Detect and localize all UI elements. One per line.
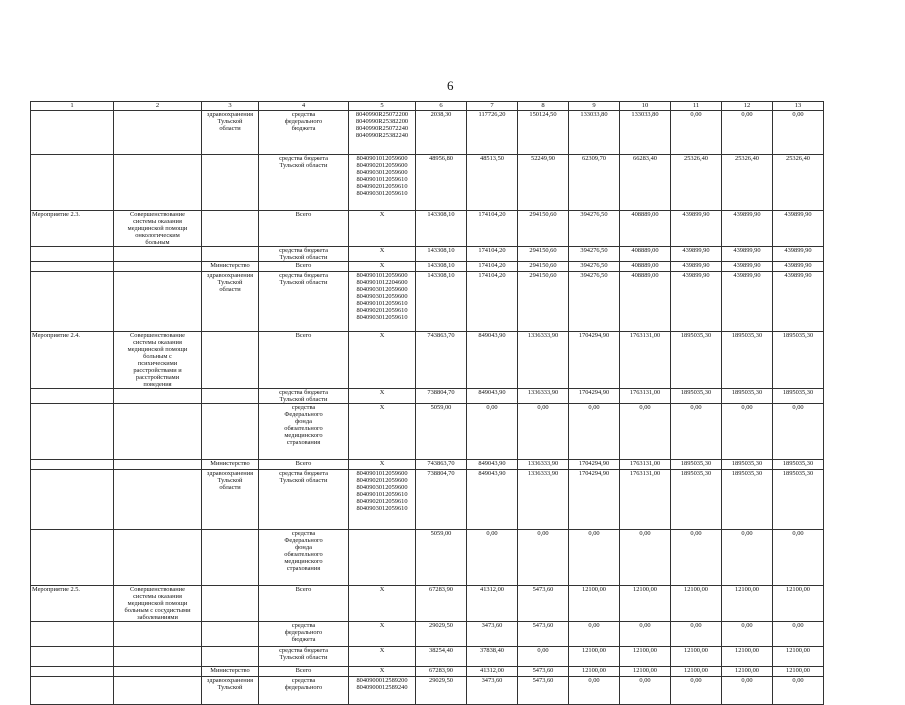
amount-cell: 12100,00	[671, 586, 722, 622]
col-header: 8	[518, 102, 569, 111]
amount-cell: 0,00	[620, 404, 671, 460]
funding-source-cell: средства федерального бюджета	[259, 622, 349, 647]
amount-cell: 439899,90	[773, 262, 824, 272]
amount-cell: 439899,90	[671, 272, 722, 332]
budget-code-cell: 8040900012589200 8040900012589240	[349, 677, 416, 705]
executor-cell	[202, 332, 259, 389]
measure-description-cell	[114, 389, 202, 404]
funding-source-cell: средства федерального бюджета	[259, 111, 349, 155]
measure-cell	[31, 111, 114, 155]
amount-cell: 0,00	[671, 404, 722, 460]
table-row	[31, 460, 824, 470]
amount-cell: 0,00	[467, 530, 518, 586]
col-header: 7	[467, 102, 518, 111]
amount-cell: 0,00	[569, 677, 620, 705]
amount-cell: 1763131,00	[620, 460, 671, 470]
amount-cell: 12100,00	[569, 586, 620, 622]
amount-cell: 408889,00	[620, 272, 671, 332]
amount-cell: 12100,00	[722, 647, 773, 667]
amount-cell: 1895035,30	[722, 332, 773, 389]
amount-cell: 738804,70	[416, 470, 467, 530]
table-row	[31, 622, 824, 647]
amount-cell: 294150,60	[518, 272, 569, 332]
funding-source-cell: средства федерального	[259, 677, 349, 705]
measure-description-cell: Совершенствование системы оказания медицинской помощи онкологическим больным	[114, 211, 202, 247]
amount-cell: 12100,00	[569, 647, 620, 667]
amount-cell: 0,00	[518, 647, 569, 667]
amount-cell: 0,00	[671, 111, 722, 155]
amount-cell: 174104,20	[467, 247, 518, 262]
amount-cell: 849043,90	[467, 332, 518, 389]
budget-code-cell: 8040901012059600 8040902012059600 8040903012059600 8040901012059610 8040902012059610 8040903012059610	[349, 155, 416, 211]
amount-cell: 12100,00	[620, 667, 671, 677]
amount-cell: 25326,40	[722, 155, 773, 211]
measure-cell	[31, 404, 114, 460]
amount-cell: 41312,00	[467, 667, 518, 677]
amount-cell: 143308,10	[416, 211, 467, 247]
table-row	[31, 404, 824, 460]
executor-cell	[202, 404, 259, 460]
amount-cell: 12100,00	[620, 586, 671, 622]
amount-cell: 439899,90	[773, 272, 824, 332]
amount-cell: 5473,60	[518, 667, 569, 677]
amount-cell: 394276,50	[569, 211, 620, 247]
amount-cell: 1336333,90	[518, 460, 569, 470]
executor-cell: здравоохранения Тульской области	[202, 272, 259, 332]
amount-cell: 849043,90	[467, 470, 518, 530]
measure-cell	[31, 677, 114, 705]
amount-cell: 0,00	[467, 404, 518, 460]
amount-cell: 408889,00	[620, 262, 671, 272]
amount-cell: 394276,50	[569, 247, 620, 262]
table-row	[31, 155, 824, 211]
amount-cell: 143308,10	[416, 272, 467, 332]
funding-source-cell: Всего	[259, 667, 349, 677]
amount-cell: 0,00	[671, 622, 722, 647]
amount-cell: 5059,00	[416, 530, 467, 586]
table-row	[31, 667, 824, 677]
budget-code-cell: X	[349, 262, 416, 272]
measure-cell: Мероприятие 2.3.	[31, 211, 114, 247]
budget-code-cell: X	[349, 667, 416, 677]
amount-cell: 0,00	[620, 530, 671, 586]
amount-cell: 29029,50	[416, 677, 467, 705]
measure-description-cell: Совершенствование системы оказания медицинской помощи больным с психическими расстройствами и расстройствами поведения	[114, 332, 202, 389]
amount-cell: 0,00	[671, 530, 722, 586]
table-row	[31, 647, 824, 667]
amount-cell: 0,00	[773, 677, 824, 705]
amount-cell: 38254,40	[416, 647, 467, 667]
budget-code-cell	[349, 530, 416, 586]
budget-code-cell: 8040901012059600 8040901012204600 8040903012059600 8040903012059600 8040901012059610 8040902012059610 8040903012059610	[349, 272, 416, 332]
amount-cell: 1336333,90	[518, 470, 569, 530]
table-row	[31, 272, 824, 332]
budget-code-cell: 8040901012059600 8040902012059600 8040903012059600 8040901012059610 8040902012059610 8040903012059610	[349, 470, 416, 530]
amount-cell: 1763131,00	[620, 332, 671, 389]
amount-cell: 0,00	[620, 622, 671, 647]
executor-cell	[202, 622, 259, 647]
table-row	[31, 262, 824, 272]
budget-code-cell: X	[349, 389, 416, 404]
table-row	[31, 389, 824, 404]
amount-cell: 37838,40	[467, 647, 518, 667]
table-row	[31, 247, 824, 262]
funding-source-cell: Всего	[259, 586, 349, 622]
budget-code-cell: X	[349, 622, 416, 647]
measure-cell	[31, 272, 114, 332]
amount-cell: 408889,00	[620, 211, 671, 247]
amount-cell: 1895035,30	[671, 470, 722, 530]
amount-cell: 738804,70	[416, 389, 467, 404]
amount-cell: 1895035,30	[722, 470, 773, 530]
measure-cell	[31, 647, 114, 667]
measure-cell	[31, 262, 114, 272]
executor-cell	[202, 530, 259, 586]
amount-cell: 0,00	[773, 530, 824, 586]
budget-code-cell: X	[349, 586, 416, 622]
amount-cell: 66283,40	[620, 155, 671, 211]
amount-cell: 12100,00	[620, 647, 671, 667]
measure-cell	[31, 155, 114, 211]
measure-description-cell	[114, 404, 202, 460]
funding-source-cell: Всего	[259, 332, 349, 389]
col-header: 9	[569, 102, 620, 111]
amount-cell: 5473,60	[518, 622, 569, 647]
measure-cell: Мероприятие 2.4.	[31, 332, 114, 389]
funding-source-cell: средства бюджета Тульской области	[259, 647, 349, 667]
measure-cell	[31, 667, 114, 677]
amount-cell: 25326,40	[671, 155, 722, 211]
budget-code-cell: X	[349, 404, 416, 460]
amount-cell: 0,00	[620, 677, 671, 705]
table-row	[31, 530, 824, 586]
budget-code-cell: X	[349, 460, 416, 470]
amount-cell: 0,00	[518, 530, 569, 586]
amount-cell: 394276,50	[569, 272, 620, 332]
amount-cell: 1895035,30	[773, 389, 824, 404]
measure-cell: Мероприятие 2.5.	[31, 586, 114, 622]
funding-source-cell: средства бюджета Тульской области	[259, 155, 349, 211]
table-row	[31, 211, 824, 247]
executor-cell: Министерство	[202, 667, 259, 677]
amount-cell: 1895035,30	[722, 389, 773, 404]
measure-description-cell	[114, 622, 202, 647]
budget-code-cell: 8040990R25072200 8040990R25382200 8040990R25072240 8040990R25382240	[349, 111, 416, 155]
amount-cell: 0,00	[569, 404, 620, 460]
table-row	[31, 470, 824, 530]
funding-source-cell: средства бюджета Тульской области	[259, 272, 349, 332]
funding-source-cell: средства бюджета Тульской области	[259, 247, 349, 262]
amount-cell: 743863,70	[416, 460, 467, 470]
amount-cell: 133033,80	[569, 111, 620, 155]
measure-description-cell	[114, 247, 202, 262]
measure-cell	[31, 530, 114, 586]
budget-code-cell: X	[349, 332, 416, 389]
column-number-row	[31, 102, 824, 111]
amount-cell: 0,00	[773, 622, 824, 647]
table-row	[31, 111, 824, 155]
measure-description-cell	[114, 677, 202, 705]
amount-cell: 439899,90	[722, 262, 773, 272]
amount-cell: 1763131,00	[620, 389, 671, 404]
measure-cell	[31, 460, 114, 470]
executor-cell	[202, 389, 259, 404]
amount-cell: 0,00	[518, 404, 569, 460]
amount-cell: 12100,00	[569, 667, 620, 677]
amount-cell: 294150,60	[518, 262, 569, 272]
executor-cell	[202, 211, 259, 247]
measure-cell	[31, 470, 114, 530]
col-header: 11	[671, 102, 722, 111]
col-header: 13	[773, 102, 824, 111]
amount-cell: 67283,90	[416, 667, 467, 677]
amount-cell: 117726,20	[467, 111, 518, 155]
measure-description-cell: Совершенствование системы оказания медицинской помощи больным с сосудистыми заболеваниями	[114, 586, 202, 622]
amount-cell: 143308,10	[416, 247, 467, 262]
executor-cell: здравоохранения Тульской области	[202, 470, 259, 530]
amount-cell: 1336333,90	[518, 332, 569, 389]
amount-cell: 439899,90	[722, 247, 773, 262]
amount-cell: 133033,80	[620, 111, 671, 155]
col-header: 12	[722, 102, 773, 111]
amount-cell: 3473,60	[467, 622, 518, 647]
funding-source-cell: Всего	[259, 262, 349, 272]
amount-cell: 439899,90	[671, 262, 722, 272]
amount-cell: 1895035,30	[671, 389, 722, 404]
amount-cell: 12100,00	[773, 647, 824, 667]
funding-source-cell: средства Федерального фонда обязательного медицинского страхования	[259, 404, 349, 460]
amount-cell: 25326,40	[773, 155, 824, 211]
col-header: 1	[31, 102, 114, 111]
amount-cell: 439899,90	[722, 272, 773, 332]
measure-description-cell	[114, 647, 202, 667]
executor-cell	[202, 586, 259, 622]
amount-cell: 1895035,30	[773, 332, 824, 389]
funding-source-cell: средства бюджета Тульской области	[259, 389, 349, 404]
budget-code-cell: X	[349, 211, 416, 247]
executor-cell: Министерство	[202, 460, 259, 470]
amount-cell: 48956,80	[416, 155, 467, 211]
amount-cell: 439899,90	[722, 211, 773, 247]
col-header: 2	[114, 102, 202, 111]
amount-cell: 1895035,30	[671, 332, 722, 389]
amount-cell: 439899,90	[773, 247, 824, 262]
amount-cell: 1704294,90	[569, 470, 620, 530]
amount-cell: 1704294,90	[569, 460, 620, 470]
amount-cell: 294150,60	[518, 247, 569, 262]
executor-cell	[202, 247, 259, 262]
measure-description-cell	[114, 111, 202, 155]
amount-cell: 394276,50	[569, 262, 620, 272]
amount-cell: 0,00	[722, 530, 773, 586]
amount-cell: 1895035,30	[722, 460, 773, 470]
budget-table	[30, 101, 824, 705]
amount-cell: 0,00	[773, 111, 824, 155]
col-header: 5	[349, 102, 416, 111]
amount-cell: 12100,00	[722, 667, 773, 677]
amount-cell: 439899,90	[671, 211, 722, 247]
funding-source-cell: Всего	[259, 211, 349, 247]
amount-cell: 1336333,90	[518, 389, 569, 404]
amount-cell: 174104,20	[467, 211, 518, 247]
amount-cell: 12100,00	[722, 586, 773, 622]
amount-cell: 1895035,30	[671, 460, 722, 470]
amount-cell: 0,00	[722, 677, 773, 705]
amount-cell: 174104,20	[467, 262, 518, 272]
measure-description-cell	[114, 530, 202, 586]
amount-cell: 1895035,30	[773, 460, 824, 470]
measure-description-cell	[114, 155, 202, 211]
page-number: 6	[447, 78, 454, 93]
executor-cell	[202, 647, 259, 667]
measure-cell	[31, 247, 114, 262]
amount-cell: 849043,90	[467, 460, 518, 470]
measure-description-cell	[114, 667, 202, 677]
funding-source-cell: средства бюджета Тульской области	[259, 470, 349, 530]
amount-cell: 439899,90	[671, 247, 722, 262]
executor-cell	[202, 155, 259, 211]
amount-cell: 12100,00	[773, 667, 824, 677]
funding-source-cell: Всего	[259, 460, 349, 470]
measure-description-cell	[114, 470, 202, 530]
amount-cell: 5059,00	[416, 404, 467, 460]
amount-cell: 0,00	[773, 404, 824, 460]
amount-cell: 743863,70	[416, 332, 467, 389]
amount-cell: 12100,00	[773, 586, 824, 622]
col-header: 10	[620, 102, 671, 111]
amount-cell: 150124,50	[518, 111, 569, 155]
amount-cell: 849043,90	[467, 389, 518, 404]
executor-cell: здравоохранения Тульской области	[202, 111, 259, 155]
amount-cell: 41312,00	[467, 586, 518, 622]
amount-cell: 1895035,30	[773, 470, 824, 530]
amount-cell: 0,00	[722, 404, 773, 460]
amount-cell: 0,00	[722, 111, 773, 155]
amount-cell: 1763131,00	[620, 470, 671, 530]
budget-code-cell: X	[349, 247, 416, 262]
amount-cell: 67283,90	[416, 586, 467, 622]
amount-cell: 12100,00	[671, 647, 722, 667]
executor-cell: Министерство	[202, 262, 259, 272]
amount-cell: 12100,00	[671, 667, 722, 677]
amount-cell: 48513,50	[467, 155, 518, 211]
amount-cell: 0,00	[569, 622, 620, 647]
table-row	[31, 586, 824, 622]
amount-cell: 0,00	[569, 530, 620, 586]
amount-cell: 2038,30	[416, 111, 467, 155]
amount-cell: 143308,10	[416, 262, 467, 272]
measure-cell	[31, 389, 114, 404]
amount-cell: 1704294,90	[569, 389, 620, 404]
amount-cell: 52249,90	[518, 155, 569, 211]
amount-cell: 0,00	[671, 677, 722, 705]
amount-cell: 62309,70	[569, 155, 620, 211]
col-header: 6	[416, 102, 467, 111]
amount-cell: 5473,60	[518, 677, 569, 705]
amount-cell: 408889,00	[620, 247, 671, 262]
funding-source-cell: средства Федерального фонда обязательного медицинского страхования	[259, 530, 349, 586]
executor-cell: здравоохранения Тульской	[202, 677, 259, 705]
budget-code-cell: X	[349, 647, 416, 667]
measure-description-cell	[114, 272, 202, 332]
col-header: 4	[259, 102, 349, 111]
amount-cell: 5473,60	[518, 586, 569, 622]
amount-cell: 439899,90	[773, 211, 824, 247]
col-header: 3	[202, 102, 259, 111]
amount-cell: 3473,60	[467, 677, 518, 705]
measure-description-cell	[114, 262, 202, 272]
amount-cell: 294150,60	[518, 211, 569, 247]
amount-cell: 29029,50	[416, 622, 467, 647]
amount-cell: 0,00	[722, 622, 773, 647]
measure-description-cell	[114, 460, 202, 470]
amount-cell: 1704294,90	[569, 332, 620, 389]
measure-cell	[31, 622, 114, 647]
amount-cell: 174104,20	[467, 272, 518, 332]
table-row	[31, 332, 824, 389]
table-row	[31, 677, 824, 705]
